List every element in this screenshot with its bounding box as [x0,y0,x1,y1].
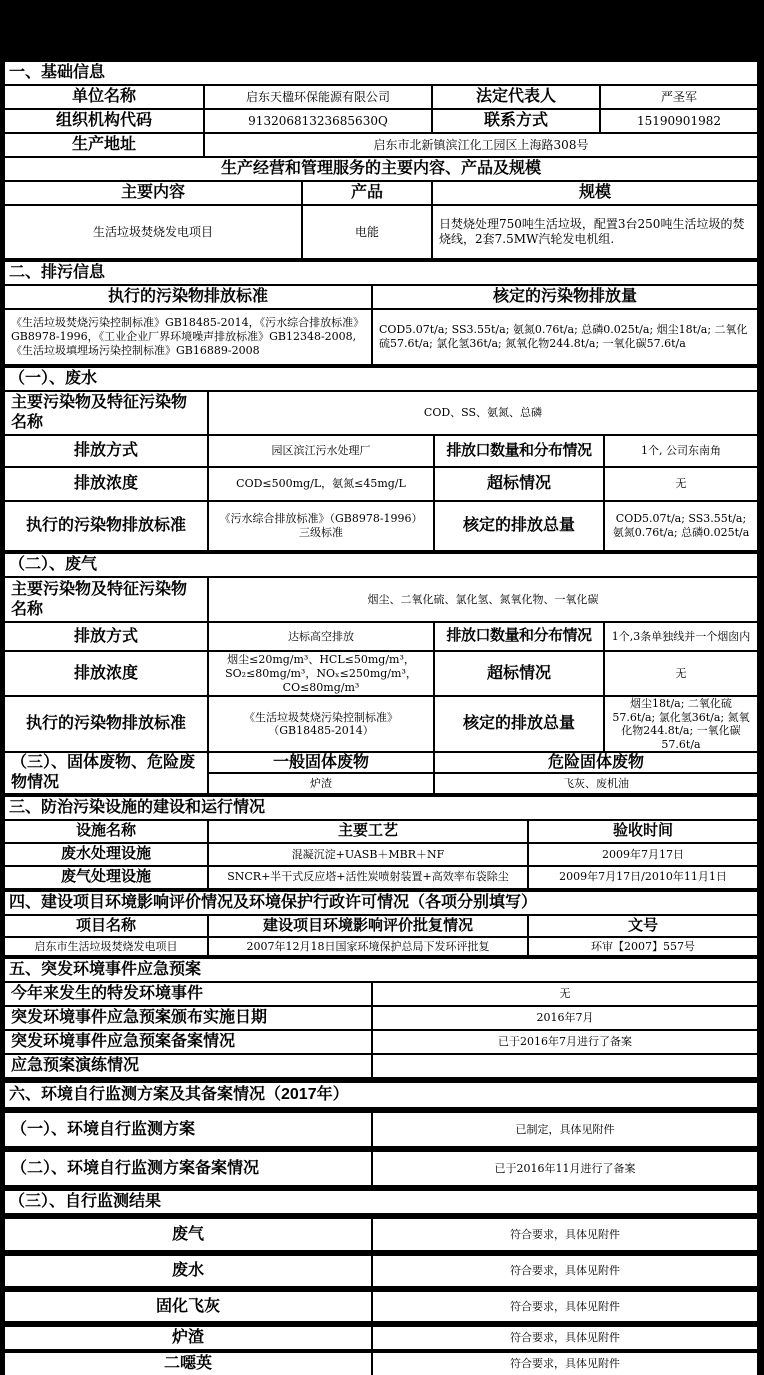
result-dioxin-label: 二噁英 [5,1353,371,1375]
facility-name-header: 设施名称 [5,821,207,842]
ww-outlets-value: 1个, 公司东南角 [605,436,757,466]
wastewater-title: （一）、废水 [5,368,757,390]
wastegas-title: （二）、废气 [5,554,757,576]
section1-title: 一、基础信息 [5,62,757,84]
facility-date: 2009年7月17日/2010年11月1日 [529,867,757,888]
result-slag-label: 炉渣 [5,1327,371,1349]
standards-value: 《生活垃圾焚烧污染控制标准》GB18485-2014，《污水综合排放标准》GB8978-1996，《工业企业厂界环境噪声排放标准》GB12348-2008,《生活垃圾填埋场污染控制标准》GB16889-2008 [5,310,371,364]
wg-exceed-value: 无 [605,652,757,695]
table-row [5,1007,757,1029]
emergency-event-value: 无 [373,983,757,1005]
wg-conc-value: 烟尘≤20mg/m³、HCL≤50mg/m³，SO₂≤80mg/m³，NOₓ≤250mg/m³，CO≤80mg/m³ [209,652,433,695]
result-water-value: 符合要求，具体见附件 [373,1256,757,1286]
ww-standard-value: 《污水综合排放标准》（GB8978-1996）三级标准 [209,502,433,550]
wg-pollutants-value: 烟尘、二氧化硫、氯化氢、氮氧化物、一氧化碳 [209,578,757,621]
section5-title: 五、突发环境事件应急预案 [5,959,757,981]
unit-name-label: 单位名称 [5,86,203,108]
plan-issue-date-label: 突发环境事件应急预案颁布实施日期 [5,1007,371,1029]
result-gas-value: 符合要求，具体见附件 [373,1219,757,1250]
table-row [5,867,757,888]
ww-method-label: 排放方式 [5,436,207,466]
self-monitor-filing-value: 已于2016年11月进行了备案 [373,1152,757,1185]
hazardous-solid-label: 危险固体废物 [435,753,757,772]
process-header: 主要工艺 [209,821,527,842]
wg-exceed-label: 超标情况 [435,652,603,695]
general-solid-value: 炉渣 [209,774,433,793]
hazardous-solid-value: 飞灰、废机油 [435,774,757,793]
table-row [5,1055,757,1077]
ww-exceed-value: 无 [605,468,757,500]
plan-filing-label: 突发环境事件应急预案备案情况 [5,1031,371,1053]
general-solid-label: 一般固体废物 [209,753,433,772]
contact-label: 联系方式 [433,110,599,132]
amounts-value: COD5.07t/a; SS3.55t/a; 氨氮0.76t/a; 总磷0.025t/a; 烟尘18t/a; 二氧化硫57.6t/a; 氯化氢36t/a; 氮氧化物244.8t/a; 一氧化碳57.6t/a [373,310,757,364]
section6-title: 六、环境自行监测方案及其备案情况（2017年） [5,1083,757,1107]
table-row [5,1152,757,1185]
address-label: 生产地址 [5,134,203,156]
scale-value: 日焚烧处理750吨生活垃圾，配置3台250吨生活垃圾的焚烧线，2套7.5MW汽轮发电机组. [433,206,757,258]
wg-outlets-label: 排放口数量和分布情况 [435,623,603,650]
legal-rep-label: 法定代表人 [433,86,599,108]
drill-status-value [373,1055,757,1077]
standards-header: 执行的污染物排放标准 [5,286,371,308]
result-flyash-value: 符合要求，具体见附件 [373,1292,757,1321]
main-content-label: 主要内容 [5,182,301,204]
wg-total-value: 烟尘18t/a; 二氧化硫57.6t/a; 氯化氢36t/a; 氮氧化物244.8t/a; 一氧化碳57.6t/a [605,697,757,751]
facility-name: 废气处理设施 [5,867,207,888]
project-name: 启东市生活垃圾焚烧发电项目 [5,938,207,955]
ww-pollutants-label: 主要污染物及特征污染物名称 [5,392,207,434]
result-water-label: 废水 [5,1256,371,1286]
eia-approval-header: 建设项目环境影响评价批复情况 [209,916,527,937]
business-header: 生产经营和管理服务的主要内容、产品及规模 [5,158,757,180]
wg-conc-label: 排放浓度 [5,652,207,695]
table-row [5,1219,757,1250]
table-row [5,938,757,955]
result-dioxin-value: 符合要求，具体见附件 [373,1353,757,1375]
wg-method-label: 排放方式 [5,623,207,650]
drill-status-label: 应急预案演练情况 [5,1055,371,1077]
result-flyash-label: 固化飞灰 [5,1292,371,1321]
facility-date: 2009年7月17日 [529,844,757,865]
section4-title: 四、建设项目环境影响评价情况及环境保护行政许可情况（各项分别填写） [5,892,757,914]
eia-approval: 2007年12月18日国家环境保护总局下发环评批复 [209,938,527,955]
plan-issue-date-value: 2016年7月 [373,1007,757,1029]
wg-outlets-value: 1个,3条单独线并一个烟囱内 [605,623,757,650]
table-row [5,1256,757,1286]
address-value: 启东市北新镇滨江化工园区上海路308号 [205,134,757,156]
section2-title: 二、排污信息 [5,262,757,284]
ww-conc-label: 排放浓度 [5,468,207,500]
table-row [5,844,757,865]
emergency-event-label: 今年来发生的特发环境事件 [5,983,371,1005]
wg-pollutants-label: 主要污染物及特征污染物名称 [5,578,207,621]
amounts-header: 核定的污染物排放量 [373,286,757,308]
org-code-value: 91320681323685630Q [205,110,431,132]
table-row [5,1327,757,1349]
table-row [5,1113,757,1146]
acceptance-date-header: 验收时间 [529,821,757,842]
section3-title: 三、防治污染设施的建设和运行情况 [5,797,757,819]
ww-total-value: COD5.07t/a; SS3.55t/a; 氨氮0.76t/a; 总磷0.025t/a [605,502,757,550]
facility-name: 废水处理设施 [5,844,207,865]
plan-filing-value: 已于2016年7月进行了备案 [373,1031,757,1053]
table-row [5,983,757,1005]
table-row [5,1353,757,1375]
self-monitor-plan-label: （一）、环境自行监测方案 [5,1113,371,1146]
ww-pollutants-value: COD、SS、氨氮、总磷 [209,392,757,434]
self-monitor-plan-value: 已制定，具体见附件 [373,1113,757,1146]
product-value: 电能 [303,206,431,258]
doc-number-header: 文号 [529,916,757,937]
doc-number: 环审【2007】557号 [529,938,757,955]
ww-standard-label: 执行的污染物排放标准 [5,502,207,550]
result-slag-value: 符合要求，具体见附件 [373,1327,757,1349]
main-content-value: 生活垃圾焚烧发电项目 [5,206,301,258]
project-name-header: 项目名称 [5,916,207,937]
wg-standard-label: 执行的污染物排放标准 [5,697,207,751]
wg-total-label: 核定的排放总量 [435,697,603,751]
contact-value: 15190901982 [601,110,757,132]
table-row [5,1031,757,1053]
scale-label: 规模 [433,182,757,204]
legal-rep-value: 严圣军 [601,86,757,108]
result-gas-label: 废气 [5,1219,371,1250]
facility-process: 混凝沉淀+UASB＋MBR＋NF [209,844,527,865]
product-label: 产品 [303,182,431,204]
org-code-label: 组织机构代码 [5,110,203,132]
unit-name-value: 启东天楹环保能源有限公司 [205,86,431,108]
self-monitor-filing-label: （二）、环境自行监测方案备案情况 [5,1152,371,1185]
ww-method-value: 园区滨江污水处理厂 [209,436,433,466]
solidwaste-title: （三）、固体废物、危险废物情况 [5,753,207,793]
ww-conc-value: COD≤500mg/L，氨氮≤45mg/L [209,468,433,500]
monitor-results-title: （三）、自行监测结果 [5,1191,757,1213]
ww-outlets-label: 排放口数量和分布情况 [435,436,603,466]
ww-total-label: 核定的排放总量 [435,502,603,550]
wg-standard-value: 《生活垃圾焚烧污染控制标准》（GB18485-2014） [209,697,433,751]
facility-process: SNCR+半干式反应塔+活性炭喷射装置+高效率布袋除尘 [209,867,527,888]
wg-method-value: 达标高空排放 [209,623,433,650]
table-row [5,1292,757,1321]
ww-exceed-label: 超标情况 [435,468,603,500]
